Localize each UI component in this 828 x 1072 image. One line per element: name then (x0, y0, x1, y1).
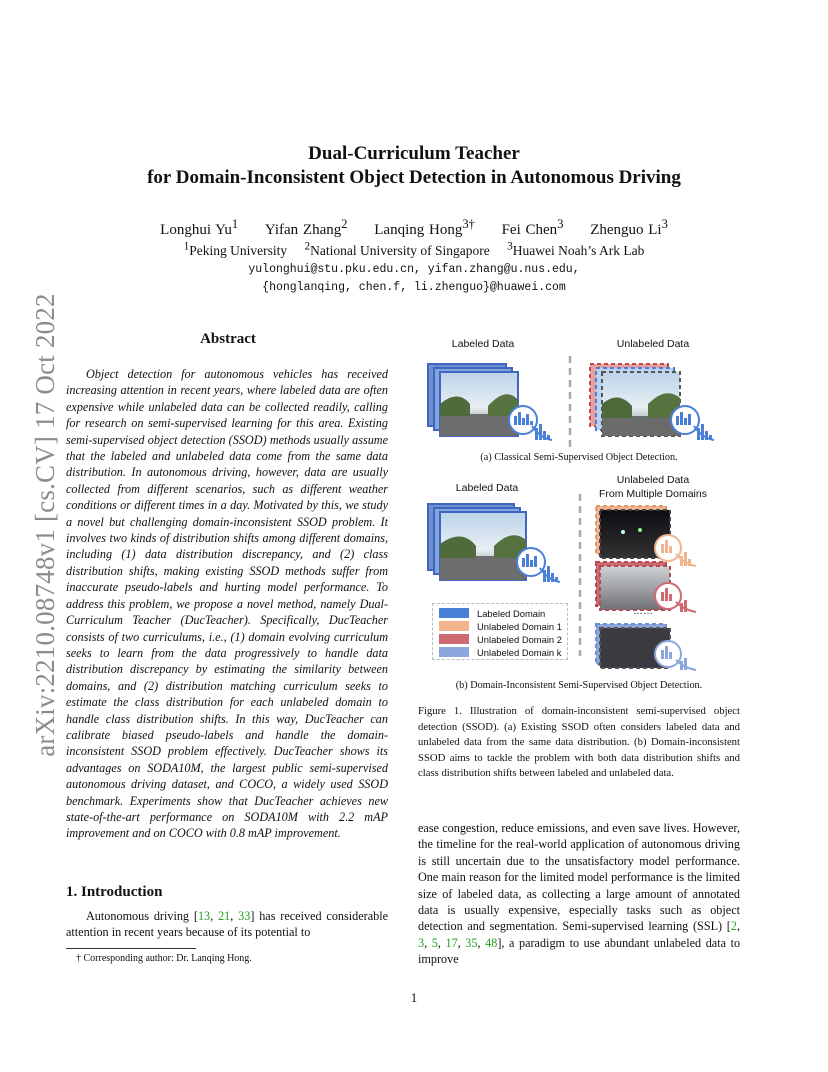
intro-heading: 1. Introduction (66, 884, 163, 900)
citation-link[interactable]: 17 (445, 935, 458, 950)
legend-label: Labeled Domain (477, 607, 546, 619)
legend-item (433, 620, 567, 632)
email-line-2: {honglanqing, chen.f, li.zhenguo}@huawei.com (262, 281, 566, 294)
abstract-body (66, 366, 388, 842)
arxiv-stamp: arXiv:2210.08748v1 [cs.CV] 17 Oct 2022 (30, 293, 60, 757)
citation-link[interactable]: 3 (418, 935, 425, 950)
labeled-image-stack-a (428, 364, 518, 436)
fig-b-unlabeled-label-1: Unlabeled Data (616, 474, 690, 486)
right-paragraph: ease congestion, reduce emissions, and even save lives. However, the timeline for the real-world application of autonomous driving is still uncertain due to the unsatisfactory model performance. One main reason for the limited model performance is the limited size of labeled data, as collecting a large amount of annotated data is usually expensive, especially tasks such as object detection and segmentation. Semi-supervised learning (SSL) [2, 3, 5, 17, 35, 48], a paradigm to use abundant unlabeled data to improve (418, 821, 741, 967)
fig-b-unlabeled-label-2: From Multiple Domains (599, 488, 707, 500)
legend-label: Unlabeled Domain k (477, 646, 562, 658)
fig-b-ellipsis: …… (633, 606, 653, 617)
citation-link[interactable]: 21 (218, 909, 231, 923)
legend-swatch (439, 608, 469, 618)
fig-a-unlabeled-label: Unlabeled Data (616, 338, 690, 350)
figure-legend (432, 603, 568, 660)
abstract-text: Object detection for autonomous vehicles has received increasing attention in recent years, where labeled data are often expensive while unlabeled data can be collected readily, calling for research on semi-supervised learning for this area. Existing semi-supervised object detection (SSOD) methods usually assume that the labeled and unlabeled data come from the same data distribution. In autonomous driving, however, data are usually collected from different scenarios, such as different weather conditions or different times in a day. Motivated by this, we study a novel but challenging domain-inconsistent SSOD problem. It involves two kinds of distribution shifts among different domains, including (1) data distribution discrepancy, and (2) class distribution shifts, making existing SSOD methods suffer from inaccurate pseudo-labels and hurting model performance. To address this problem, we propose a novel method, namely Dual-Curriculum Teacher (DucTeacher). Specifically, DucTeacher consists of two curriculums, i.e., (1) domain evolving curriculum seeks to learn from the data progressively to handle data distribution discrepancy by estimating the similarity between domains, and (2) distribution matching curriculum seeks to estimate the class distribution for each unlabeled domain to handle class distribution shifts. In this way, DucTeacher can calibrate biased pseudo-labels and handle the domain-inconsistent SSOD problem effectively. DucTeacher shows its advantages on SODA10M, the largest public semi-supervised autonomous driving dataset, and COCO, a widely used SSOD benchmark. Experiments show that DucTeacher achieves new state-of-the-art performance on SODA10M with 2.2 mAP improvement and on COCO with 0.8 mAP improvement. (66, 367, 388, 841)
labeled-image-stack-b (428, 504, 526, 580)
unlabeled-domain-1-images (596, 506, 696, 566)
citation-link[interactable]: 48 (485, 935, 498, 950)
fig-b-labeled-label: Labeled Data (455, 482, 519, 494)
email-line-1: yulonghui@stu.pku.edu.cn, yifan.zhang@u.nus.edu, (248, 263, 580, 276)
paper-title-line2: for Domain-Inconsistent Object Detection in Autonomous Driving (147, 167, 681, 188)
affiliation-list (60, 240, 768, 259)
fig-a-caption: (a) Classical Semi-Supervised Object Detection. (480, 452, 678, 463)
footnote: † Corresponding author: Dr. Lanqing Hong. (76, 953, 252, 964)
author: Zhenguo Li$^3$ (590, 217, 668, 238)
citation-link[interactable]: 2 (730, 919, 737, 934)
citation-link[interactable]: 5 (431, 935, 438, 950)
legend-label: Unlabeled Domain 1 (477, 620, 562, 632)
author: Lanqing Hong$^{3\dagger}$ (374, 217, 475, 238)
fig-a-labeled-label: Labeled Data (451, 338, 515, 350)
legend-swatch (439, 647, 469, 657)
unlabeled-image-stack-a (590, 364, 680, 436)
author-list (60, 217, 768, 239)
citation-link[interactable]: 13 (197, 909, 211, 923)
legend-swatch (439, 634, 469, 644)
legend-swatch (439, 621, 469, 631)
legend-item (433, 633, 567, 645)
author: Fei Chen$^3$ (501, 217, 564, 238)
unlabeled-domain-k-images (596, 624, 696, 670)
intro-paragraph: Autonomous driving [13, 21, 33] has received considerable attention in recent years because of its potential to (66, 909, 389, 940)
author: Longhui Yu$^1$ (160, 217, 239, 238)
citation-link[interactable]: 33 (238, 909, 251, 923)
legend-item (433, 607, 567, 619)
citation-link[interactable]: 35 (465, 935, 478, 950)
page-number: 1 (410, 990, 418, 1005)
legend-label: Unlabeled Domain 2 (477, 633, 562, 645)
intro-body (66, 908, 388, 941)
footnote-rule (66, 948, 196, 949)
legend-item (433, 646, 567, 658)
unlabeled-domain-2-images (596, 562, 696, 612)
affiliation: $^1$Peking University (183, 240, 288, 258)
affiliation: $^3$Huawei Noah’s Ark Lab (507, 240, 645, 258)
fig-b-caption: (b) Domain-Inconsistent Semi-Supervised Object Detection. (455, 680, 703, 691)
abstract-heading: Abstract (200, 331, 256, 347)
figure-caption: Figure 1. Illustration of domain-inconsistent semi-supervised object detection (SSOD). (a) Existing SSOD often considers labeled data and unlabeled data from the same data distribution. (b) Domain-inconsistent SSOD aims to tackle the problem with both data distribution shifts and class distribution shifts between labeled and unlabeled data. (418, 705, 740, 780)
right-column-body (418, 820, 740, 968)
author: Yifan Zhang$^2$ (264, 217, 348, 238)
paper-title-line1: Dual-Curriculum Teacher (308, 143, 520, 164)
affiliation: $^2$National University of Singapore (304, 240, 490, 258)
